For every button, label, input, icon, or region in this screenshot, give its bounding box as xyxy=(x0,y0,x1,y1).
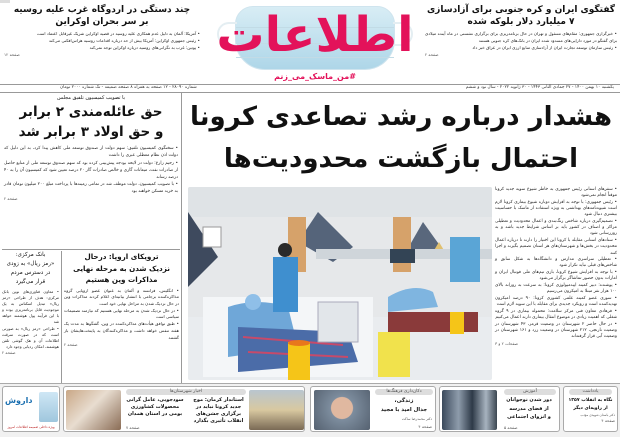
hamedan-headline[interactable]: سودجویی، عامل گرانی محصولات کشاورزی بومی در استان همدان xyxy=(126,397,184,417)
bullet: • طبق توافق هیأت‌های مذاکره‌کننده در وین، گفتگوها به مدت یک هفته تنفس خواهد داشت و مذاکره‌کنندگان به پایتخت‌هایشان باز گشتند xyxy=(64,321,179,340)
bullet: • پوشنده: دبیر کمیته اپیدمیولوژی کرونا: به سرعت به روزانه بالای ۱۰۰ هزار نفر مبتلا به امیکرون می‌رسیم xyxy=(495,283,617,295)
headline-line: ترویکای اروپا: درحال xyxy=(84,252,159,261)
top-left-story xyxy=(4,4,200,57)
bullet: • سخنگوی کمیسیون تلفیق: سهم دولت از صندوق توسعه ملی کاهش پیدا کرد، به این دلیل که دولت اذن نظام معطلی عبری را داشت xyxy=(4,146,178,158)
bullet: • آمریکا: آلمان به دلیل عدم همکاری علیه روسیه در قضیه اوکراین شریک غیرقابل اعتماد است xyxy=(36,31,200,36)
rial-story xyxy=(2,251,59,355)
kicker: با تصویب کمیسیون تلفیق مجلس xyxy=(56,95,126,101)
headline-line: بانک مرکزی: xyxy=(15,252,46,258)
headline-line: و حق اولاد ۳ برابر شد xyxy=(18,124,164,140)
headline-line: نزدیک شدن به مرحله نهایی xyxy=(73,263,170,273)
divider xyxy=(181,93,182,383)
page-ref: صفحه ۷ xyxy=(126,425,140,430)
headline-line: قرار می‌گیرد xyxy=(15,279,46,285)
bullet: • معاون فناوری‌های نوین بانک مرکزی: هدف از طراحی «رمز ریال» تبدیل اسکناس به یک موجودیت قابل برنامه‌ریزی بوده و با این فرآیند پول هوشمند خواهد شد xyxy=(2,289,59,324)
troika-headline[interactable] xyxy=(64,251,179,286)
page-ref: صفحه ۴ xyxy=(601,418,615,423)
divider xyxy=(0,92,620,93)
corner-tab xyxy=(0,0,10,3)
headline-line: در دسترس مردم xyxy=(10,270,51,276)
logo-text: اطلاعات xyxy=(216,7,414,63)
headline-line: جدال امید با مجید xyxy=(380,407,428,413)
headline-line: نگاه به انقلاب ۱۳۵۷ xyxy=(568,398,613,403)
section-tag: آموزش xyxy=(504,389,556,395)
section-tag: دکان‌داری فرهنگ‌ها xyxy=(375,389,433,395)
education-headline[interactable] xyxy=(499,396,559,422)
mask-hashtag: #من_ماسک_می_زنم xyxy=(274,72,356,81)
rial-headline[interactable] xyxy=(2,251,59,287)
note-headline[interactable] xyxy=(564,397,617,413)
headline-line: ۷ میلیارد دلار بلوکه شده xyxy=(467,17,575,27)
top-right-headline[interactable] xyxy=(425,4,617,28)
top-right-story xyxy=(425,4,617,57)
note-box[interactable] xyxy=(563,386,618,432)
bullet: • خبرگزاری جمهوری: مقام‌های مسئول و تهران در حال برنامه‌ریزی برای برگزاری نشستی در ماه آینده میلادی برای گفتگو در مورد دارایی‌های مسدود شده ایران در بانک‌های کره جنوبی هستند xyxy=(425,31,617,43)
hospital-ward-photo xyxy=(188,187,492,380)
bullet: • سوری عضو کمیته علمی کشوری کرونا: ۹۰ درصد امیکرون تهدیدکننده است و رویکرد جدیدی برای مقابله با این سویه لازم است xyxy=(495,295,618,308)
author: دکتر محمدرضا ساکت xyxy=(401,417,432,421)
bullet: • در حال نزدیک شدن به مرحله نهایی هستیم که نیازمند تصمیمات سیاسی است xyxy=(64,307,179,320)
culture-headline[interactable] xyxy=(373,397,435,415)
headline-line: گفتگوی ایران و کره جنوبی برای آزادسازی xyxy=(426,5,616,15)
page-ref: صفحه ۲ xyxy=(64,341,78,347)
bullet: • با تصویب کمیسیون، دولت موظف شد در تمامی زمینه‌ها با پرداخت مبلغ ۲۰۰ میلیون تومان قادر به خرید مسکن خواهند بود xyxy=(4,182,178,194)
bullet: • رئیس جمهوری: با توجه به افزایش دوباره شیوع بیماری کرونا لازم است شیوه‌نامه‌های بهداشتی به ویژه استفاده از ماسک با حساسیت بیشتری دنبال شود xyxy=(495,199,617,218)
masthead-logo xyxy=(205,0,425,84)
headline-line: «رمز ریال» به زودی xyxy=(6,261,55,267)
ad-logo: داروش xyxy=(5,396,33,405)
page-ref: صفحه ۲ xyxy=(425,51,439,57)
lead-headline[interactable] xyxy=(186,96,616,180)
students-photo xyxy=(442,390,497,430)
bullet: • در حال حاضر ۲ شهرستان در وضعیت قرمز، ۴۳ شهرستان در وضعیت نارنجی، ۲۱۲ شهرستان در وضعیت زرد و ۱۶۱ شهرستان در وضعیت آبی قرار گرفته‌اند xyxy=(495,321,617,340)
headline-line: دور شدن نوجوانان xyxy=(506,397,552,403)
section-tag: اخبار شهرستان‌ها xyxy=(126,389,246,395)
ad-caption: ویژه داخلی ضمیمه اطلاعات امروز xyxy=(7,425,55,429)
headline-line: هشدار درباره رشد تصاعدی کرونا xyxy=(189,102,613,132)
bullet: • تصمیم‌گیری درباره شاخص رنگ‌بندی و اعمال محدودیت و تعطیلی مراکز و اصناف در کشور باید بر اساس شرایط جدید باشد و به روزرسانی شود xyxy=(495,219,617,237)
culture-box[interactable] xyxy=(310,386,436,432)
headline-line: از فضای مدرسه xyxy=(509,405,549,412)
headline-line: احتمال بازگشت محدودیت‌ها xyxy=(223,144,579,174)
bullet: • تعطیلی سراسری مدارس و دانشگاه‌ها به شکل سابق و شاخص‌های قبلی نباید تکرار شود xyxy=(495,257,617,269)
bullet: • طراحی «رمز ریال» به صورتی است که در صورت سرقت اطلاعات آن و هک گوشی تلفن هوشمند، امکان ردیابی وجود دارد xyxy=(2,325,59,349)
top-left-headline[interactable] xyxy=(4,4,200,28)
bullet: • رحیم زارع: دولت در لایحه بودجه پیش‌بینی کرده بود که سهم صندوق توسعه ملی از منابع حاصل از صادرات نفت، میعانات گازی و خالص صادرات گاز ۲۰ درصد تعیین شود که کمیسیون آن را به ۴۰ درصد رساند xyxy=(4,160,178,180)
troika-story xyxy=(64,251,179,347)
author: دکتر باستان شهیدی مؤدب xyxy=(580,413,615,417)
date-line: یکشنبه ۱۰ بهمن ۱۴۰۰ - ۲۷ جمادی الثانی ۱۴۴۳ - ۳۰ ژانویه ۲۰۲۲ - سال نود و ششم xyxy=(465,85,614,90)
ad-illustration xyxy=(39,392,58,422)
bullet: • سفرهای استانی رئیس جمهوری به خاطر شیوع سویه جدید کرونا موقتاً انجام نمی‌شود xyxy=(495,187,617,199)
divider xyxy=(61,251,62,383)
headline-line: چند دستگی در اردوگاه غرب علیه روسیه xyxy=(13,5,191,15)
headline-line: مذاکرات وین هستیم xyxy=(85,275,158,284)
bullet: • رئیس سازمان توسعه تجارت ایران از آزادسازی منابع ارزی ایران در عراق خبر داد xyxy=(472,44,617,50)
page-ref: صفحه ۲ xyxy=(2,350,16,355)
ad-box[interactable] xyxy=(2,386,60,432)
cities-box[interactable] xyxy=(63,386,305,432)
headline-line: و انزوای اجتماعی xyxy=(507,414,551,420)
market-photo xyxy=(66,390,121,430)
headline-line: حق عائله‌مندی ۲ برابر xyxy=(19,104,163,120)
section-tag: یادداشت xyxy=(569,389,611,395)
page-ref: صفحه ۲ xyxy=(4,195,18,201)
bullet: • فرهادی معاون فنی مرکز سلامت: محموله بیماری در ۹ گروه شغلی که اهمیت زیادی در موضوع انتقال بیماری دارند اعمال می‌کنیم xyxy=(495,308,618,321)
page-ref: صفحه ۴ xyxy=(418,424,432,429)
page-ref: صفحه ۵ xyxy=(504,425,518,430)
bullet: • انگلیس، فرانسه و آلمان به عنوان عضو اروپایی گروه مذاکره‌کننده برجامی با انتشار بیانیه‌ای اعلام کردند مذاکرات وین در حال نزدیک شدن به مراحل نهایی خود است xyxy=(64,287,179,306)
kerman-headline[interactable]: استاندار کرمان: موج جدید کرونا نباید در برگزاری جشن‌های انقلاب تأثیری بگذارد xyxy=(193,397,244,424)
bullet: • با توجه به افزایش شیوع کرونا، بازی تیم‌های ملی فوتبال ایران و امارات بدون حضور تماشاگر برگزار می‌شود xyxy=(495,270,617,282)
education-box[interactable] xyxy=(439,386,560,432)
bullet: • ستادهای استانی مقابله با کرونا این اختیار را دارند تا درباره اعمال محدودیت در بخش‌ها و شهرستان‌های هر استان تصمیم بگیرند و اجرا کنند xyxy=(495,238,617,256)
portrait-photo xyxy=(314,390,370,430)
headline-line: زندگی، xyxy=(394,398,414,404)
divider xyxy=(2,249,180,250)
allowance-story xyxy=(4,95,178,201)
allowance-headline[interactable] xyxy=(4,102,178,142)
headline-line: بر سر بحران اوکراین xyxy=(55,17,149,27)
lead-bullets xyxy=(495,187,617,347)
page-ref: صفحات ۲ و ۳ xyxy=(495,340,519,346)
headline-line: از زاویه‌ای دیگر xyxy=(573,406,608,411)
page-ref: صفحه ۱۲ xyxy=(4,52,20,57)
bullet: • پوتین: غرب به نگرانی‌های روسیه درباره اوکراین توجه نمی‌کند xyxy=(89,45,200,50)
bullet: • رئیس جمهوری اوکراین: آمریکا بیش از حد درباره اقدامات روسیه هراس‌افکنی می‌کند xyxy=(48,38,200,43)
meeting-photo xyxy=(249,390,304,430)
issue-line: شماره ۲۸۰۹۰ - ۱۲ صفحه به همراه ۸ صفحه ضمیمه - تک شماره ۲۰۰۰ تومان xyxy=(60,85,197,90)
